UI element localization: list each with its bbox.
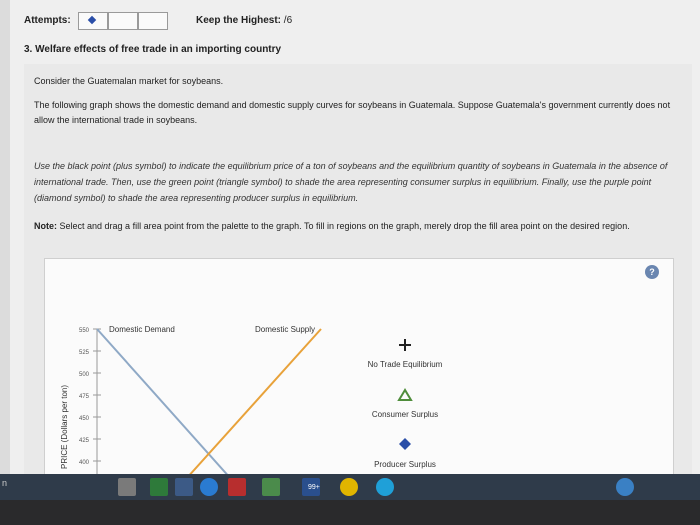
graph-panel xyxy=(44,258,674,482)
keep-highest-score: /6 xyxy=(283,15,293,26)
supply-label: Domestic Supply xyxy=(255,325,316,334)
demand-label: Domestic Demand xyxy=(109,325,175,334)
attempt-box-3 xyxy=(138,12,168,30)
chrome-icon[interactable] xyxy=(340,478,358,496)
taskbar xyxy=(0,474,700,500)
y-tick-label: 500 xyxy=(78,372,89,378)
question-title: 3. Welfare effects of free trade in an importing country xyxy=(24,44,282,55)
calculator-icon[interactable] xyxy=(175,478,193,496)
notification-icon[interactable] xyxy=(616,478,634,496)
instructions-text: Use the black point (plus symbol) to indicate the equilibrium price of a ton of soybeans and the equilibrium quantity of soybeans in Guatemala in the absence of international trade. Then, use the green point (triangle symbol) to shade the area representing consumer surplus in equilibrium. Finally, use the purple point (diamond symbol) to shade the area representing producer surplus in equilibrium. xyxy=(34,161,668,203)
y-tick-label: 450 xyxy=(78,416,89,422)
y-tick-label: 425 xyxy=(78,438,89,444)
taskbar-number: n xyxy=(2,478,8,488)
graph-svg xyxy=(45,259,673,482)
attempt-box-2 xyxy=(108,12,138,30)
y-tick-label: 525 xyxy=(78,350,89,356)
palette xyxy=(368,339,443,469)
edge-icon[interactable] xyxy=(200,478,218,496)
diamond-tool-icon[interactable] xyxy=(399,438,411,450)
equilibrium-point-tool[interactable] xyxy=(399,339,411,351)
triangle-icon[interactable] xyxy=(399,390,411,400)
user-icon[interactable] xyxy=(644,478,662,496)
note-text: Note: Select and drag a fill area point from the palette to the graph. To fill in regions on the graph, merely drop the fill area point on the desired region. xyxy=(34,221,630,231)
skype-icon[interactable] xyxy=(376,478,394,496)
photos-icon[interactable] xyxy=(262,478,280,496)
attempt-box-1 xyxy=(78,12,108,30)
palette-label-equilibrium: No Trade Equilibrium xyxy=(367,360,443,369)
domestic-demand-curve xyxy=(97,329,240,482)
y-axis-label: PRICE (Dollars per ton) xyxy=(60,384,69,469)
mail-badge: 99+ xyxy=(308,484,320,491)
question-panel xyxy=(24,64,692,482)
diamond-icon xyxy=(88,16,96,24)
domestic-supply-curve xyxy=(177,329,321,482)
y-tick-label: 475 xyxy=(78,394,89,400)
onenote-icon[interactable] xyxy=(228,478,246,496)
y-tick-label: 550 xyxy=(78,328,89,334)
app-icon[interactable] xyxy=(150,478,168,496)
y-ticks xyxy=(79,328,101,482)
help-icon[interactable]: ? xyxy=(645,265,659,279)
intro-text: Consider the Guatemalan market for soybeans. xyxy=(34,76,224,86)
y-tick-label: 400 xyxy=(78,460,89,466)
keep-highest-label: Keep the Highest: /6 xyxy=(196,15,293,26)
palette-label-producer: Producer Surplus xyxy=(374,460,436,469)
palette-label-consumer: Consumer Surplus xyxy=(371,410,439,419)
homework-page xyxy=(10,0,700,482)
attempts-label: Attempts: xyxy=(24,15,71,26)
description-text: The following graph shows the domestic demand and domestic supply curves for soybeans in Guatemala. Suppose Guatemala's government currently does not allow the international trade in soybeans. xyxy=(34,100,671,125)
file-icon[interactable] xyxy=(118,478,136,496)
attempts-row xyxy=(24,12,694,34)
